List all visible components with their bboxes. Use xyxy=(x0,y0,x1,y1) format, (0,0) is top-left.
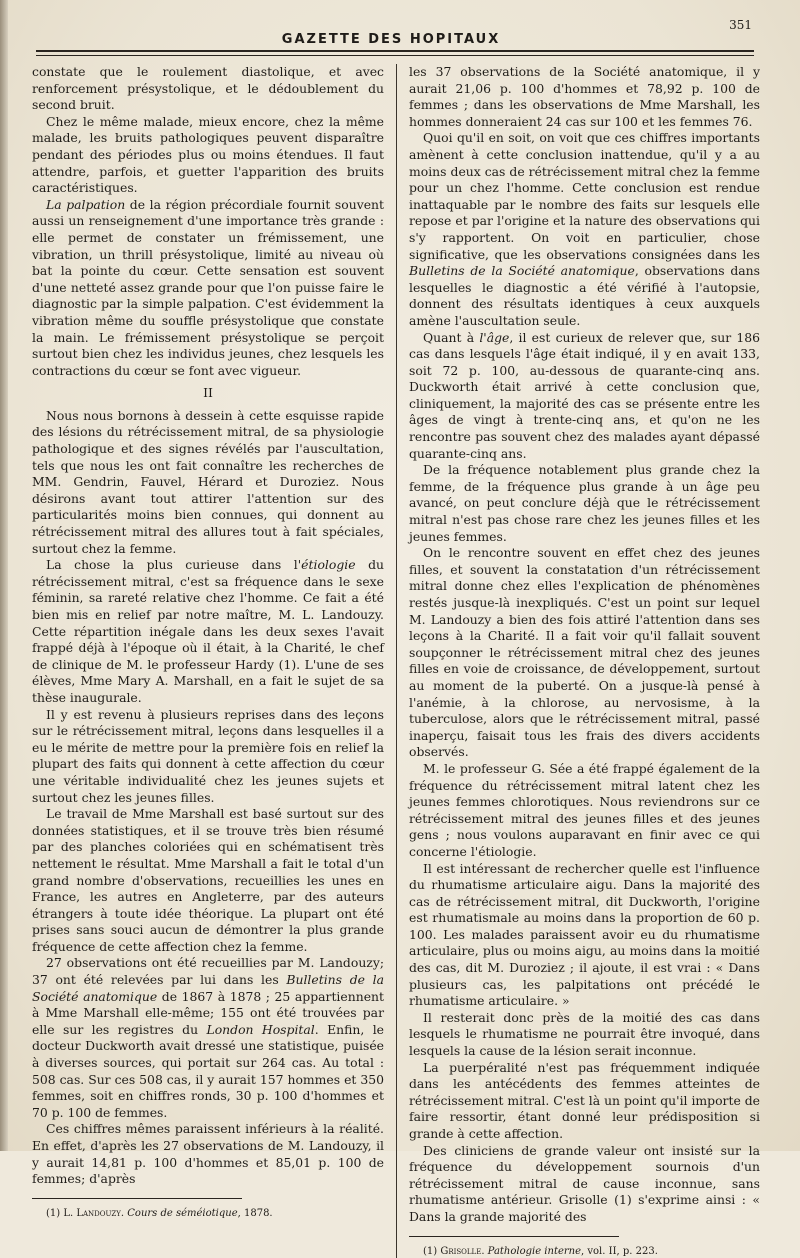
footnote-rule xyxy=(409,1236,619,1237)
italic-term: Bulletins de la Société anatomique xyxy=(32,972,384,1004)
page-number: 351 xyxy=(729,18,752,32)
italic-term: La palpation xyxy=(46,196,126,212)
left-column xyxy=(32,64,396,1258)
section-number: II xyxy=(203,385,213,401)
header-rule-thick xyxy=(36,50,754,52)
footnote: (1) L. Landouzy. Cours de séméiotique, 1878. xyxy=(46,1207,273,1219)
paragraph: les 37 observations de la Société anatomique, il y aurait 21,06 p. 100 d'hommes et 78,92 p. 100 de femmes ; dans les observations de Mme Marshall, les hommes donneraient 24 cas sur 100 et les femmes 76. xyxy=(409,64,760,129)
paragraph: Nous nous bornons à dessein à cette esquisse rapide des lésions du rétrécissement mitral, de sa physiologie pathologique et des signes révélés par l'auscultation, tels que nous les ont fait connaître les recherches de MM. Gendrin, Fauvel, Hérard et Duroziez. Nous désirons avant tout attirer l'attention sur des particularités moins bien connues, qui donnent au rétrécissement mitral des allures tout à fait spéciales, surtout chez la femme. xyxy=(32,407,384,556)
paragraph: On le rencontre souvent en effet chez des jeunes filles, et souvent la constatation d'un rétrécissement mitral donne chez elles l'explication de phénomènes restés jusque-là inexpliqués. C'est un point sur lequel M. Landouzy a bien des fois attiré l'attention dans ses leçons à la Charité. Il a fait voir qu'il fallait souvent soupçonner le rétrécissement mitral chez des jeunes filles en voie de croissance, de développement, surtout au moment de la puberté. On a jusque-là pensé à l'anémie, à la chlorose, au nervosisme, à la tuberculose, alors que le rétrécissement mitral, passé inaperçu, faisait tous les frais des divers accidents observés. xyxy=(409,545,760,760)
book-spine-shadow xyxy=(0,0,8,1151)
paragraph: Le travail de Mme Marshall est basé surtout sur des données statistiques, et il se trouve très bien résumé par des planches coloriées qui en schématisent très nettement le résultat. Mme Marshall a fait le total d'un grand nombre d'observations, recueillies les unes en France, les autres en Angleterre, par des auteurs étrangers à toute idée théorique. La plupart ont été prises sans souci aucun de démontrer la plus grande fréquence de cette affection chez la femme. xyxy=(32,806,384,954)
paragraph: M. le professeur G. Sée a été frappé également de la fréquence du rétrécissement mitral latent chez les jeunes femmes chlorotiques. Nous reviendrons sur ce rétrécissement mitral des jeunes filles et des jeunes gens ; nous voulons auparavant en finir avec ce qui concerne l'étiologie. xyxy=(409,760,760,859)
paragraph: Quant à l'âge, il est curieux de relever que, sur 186 cas dans lesquels l'âge était indiqué, il y en avait 133, soit 72 p. 100, au-dessous de quarante-cinq ans. Duckworth était arrivé à cette conclusion que, cliniquement, la majorité des cas se présente entre les âges de vingt à trente-cinq ans, et qu'on ne les rencontre pas souvent chez des malades ayant dépassé quarante-cinq ans. xyxy=(409,329,760,461)
two-column-body xyxy=(32,64,760,1258)
paragraph: Il y est revenu à plusieurs reprises dans des leçons sur le rétrécissement mitral, leçons dans lesquelles il a eu le mérite de mettre pour la première fois en relief la plupart des faits qui donnent à cette affection du cœur une véritable individualité chez les jeunes sujets et surtout chez les jeunes filles. xyxy=(32,706,384,805)
paragraph: Quoi qu'il en soit, on voit que ces chiffres importants amènent à cette conclusion inattendue, qu'il y a au moins deux cas de rétrécissement mitral chez la femme pour un chez l'homme. Cette conclusion est rendue inattaquable par le nombre des faits sur lesquels elle repose et par l'origine et la nature des observations qui s'y rapportent. On voit en particulier, chose significative, que les observations consignées dans les Bulletins de la Société anatomique, observations dans lesquelles le diagnostic a été vérifié à l'autopsie, donnent des résultats identiques à ceux auxquels amène l'auscultation seule. xyxy=(409,130,761,328)
paragraph: De la fréquence notablement plus grande chez la femme, de la fréquence plus grande à un âge peu avancé, on peut conclure déjà que le rétrécissement mitral n'est pas chose rare chez les jeunes filles et les jeunes femmes. xyxy=(409,462,760,544)
paragraph: constate que le roulement diastolique, et avec renforcement présystolique, et le dédoublement du second bruit. xyxy=(32,64,384,113)
footnote-rule xyxy=(32,1198,242,1199)
paragraph: La puerpéralité n'est pas fréquemment indiquée dans les antécédents des femmes atteintes de rétrécissement mitral. C'est là un point qu'il importe de faire ressortir, étant donné leur prédisposition si grande à cette affection. xyxy=(409,1059,760,1141)
header-rule-thin xyxy=(36,55,754,56)
paragraph: Ces chiffres mêmes paraissent inférieurs à la réalité. En effet, d'après les 27 observations de M. Landouzy, il y aurait 14,81 p. 100 d'hommes et 85,01 p. 100 de femmes; d'après xyxy=(32,1121,384,1187)
right-column xyxy=(396,64,760,1258)
paragraph: La palpation de la région précordiale fournit souvent aussi un renseignement d'une importance très grande : elle permet de constater un frémissement, une vibration, un thrill présystolique, limité au niveau où bat la pointe du cœur. Cette sensation est souvent d'une netteté assez grande pour que l'on puisse faire le diagnostic par la simple palpation. C'est évidemment la vibration même du souffle présystolique que constate la main. Le frémissement présystolique se perçoit surtout bien chez les individus jeunes, chez lesquels les contractions du cœur se font avec vigueur. xyxy=(32,196,384,378)
page-header xyxy=(22,18,760,50)
paragraph: Il resterait donc près de la moitié des cas dans lesquels le rhumatisme ne pourrait être invoqué, dans lesquels la cause de la lésion serait inconnue. xyxy=(409,1009,760,1059)
italic-term: London Hospital xyxy=(206,1021,315,1037)
journal-title: GAZETTE DES HOPITAUX xyxy=(281,32,501,47)
paragraph: Il est intéressant de rechercher quelle est l'influence du rhumatisme articulaire aigu. Dans la majorité des cas de rétrécissement mitral, dit Duckworth, l'origine est rhumatismale au moins dans la proportion de 60 p. 100. Les malades paraissent avoir eu du rhumatisme articulaire, plus ou moins aigu, au moins dans la moitié des cas, dit M. Duroziez ; il ajoute, il est vrai : « Dans plusieurs cas, les palpitations ont précédé le rhumatisme articulaire. » xyxy=(409,860,760,1009)
paragraph: La chose la plus curieuse dans l'étiologie du rétrécissement mitral, c'est sa fréquence dans le sexe féminin, sa rareté relative chez l'homme. Ce fait a été bien mis en relief par notre maître, M. L. Landouzy. Cette répartition inégale dans les deux sexes l'avait frappé déjà à l'époque où il était, à la Charité, le chef de clinique de M. le professeur Hardy (1). L'une de ses élèves, Mme Mary A. Marshall, en a fait le sujet de sa thèse inaugurale. xyxy=(32,557,384,705)
paragraph: Des cliniciens de grande valeur ont insisté sur la fréquence du développement sournois d'un rétrécissement mitral de cause inconnue, sans rhumatisme antérieur. Grisolle (1) s'exprime ainsi : « Dans la grande majorité des xyxy=(409,1142,760,1224)
italic-term: étiologie xyxy=(301,557,356,573)
footnote: (1) Grisolle. Pathologie interne, vol. II, p. 223. xyxy=(423,1245,658,1257)
paragraph: 27 observations ont été recueillies par M. Landouzy; 37 ont été relevées par lui dans les Bulletins de la Société anatomique de 1867 à 1878 ; 25 appartiennent à Mme Marshall elle-même; 155 ont été trouvées par elle sur les registres du London Hospital. Enfin, le docteur Duckworth avait dressé une statistique, puisée à diverses sources, qui portait sur 264 cas. Au total : 508 cas. Sur ces 508 cas, il y aurait 157 hommes et 350 femmes, soit en chiffres ronds, 30 p. 100 d'hommes et 70 p. 100 de femmes. xyxy=(32,955,384,1120)
italic-term: l'âge xyxy=(479,329,510,345)
italic-term: Bulletins de la Société anatomique xyxy=(409,263,635,279)
paragraph: Chez le même malade, mieux encore, chez la même malade, les bruits pathologiques peuvent disparaître pendant des périodes plus ou moins étendues. Il faut attendre, parfois, et guetter l'apparition des bruits caractéristiques. xyxy=(32,113,384,196)
